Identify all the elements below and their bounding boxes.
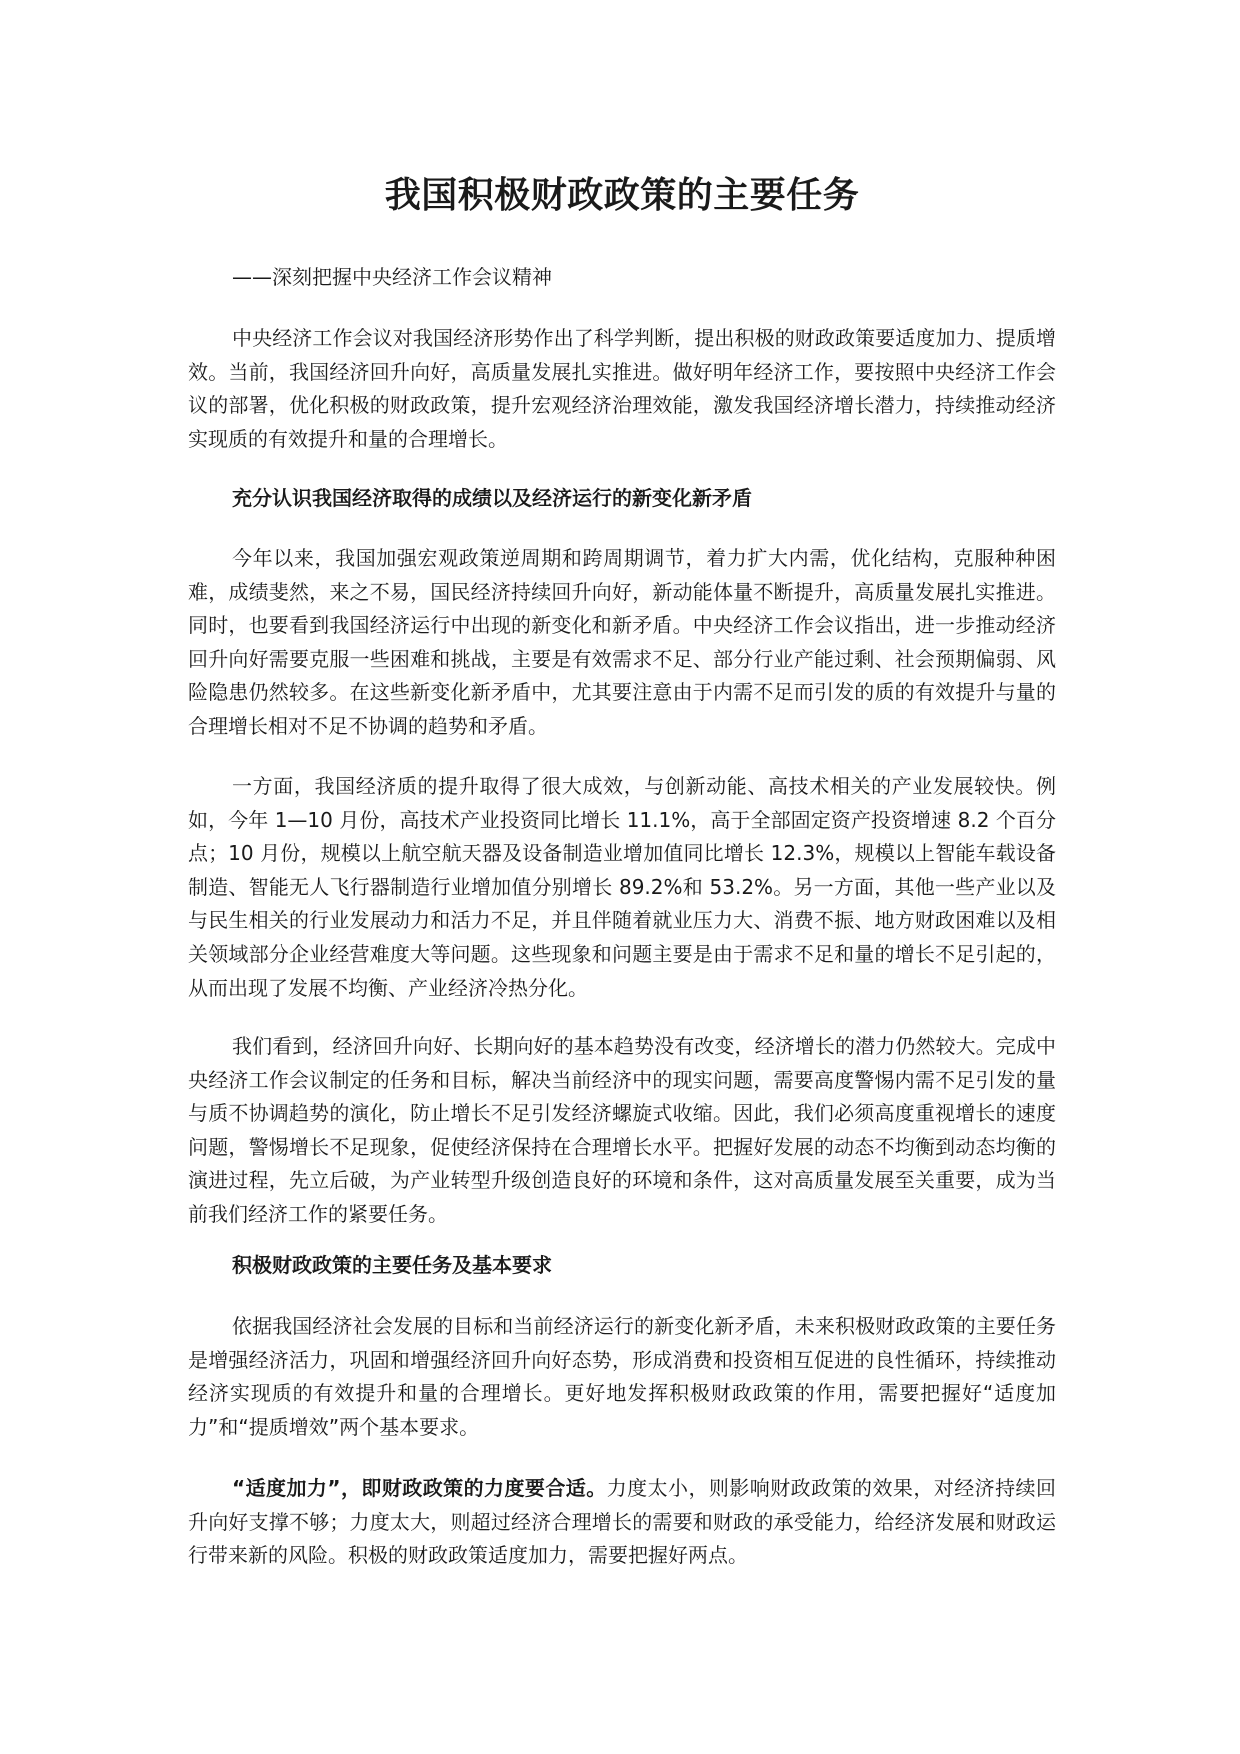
section-heading-main-tasks: 积极财政政策的主要任务及基本要求: [232, 1253, 552, 1277]
paragraph-growth-potential: 我们看到，经济回升向好、长期向好的基本趋势没有改变，经济增长的潜力仍然较大。完成中央经济工作会议制定的任务和目标，解决当前经济中的现实问题，需要高度警惕内需不足引发的量与质不协调趋势的演化，防止增长不足引发经济螺旋式收缩。因此，我们必须高度重视增长的速度问题，警惕增长不足现象，促使经济保持在合理增长水平。把握好发展的动态不均衡到动态均衡的演进过程，先立后破，为产业转型升级创造良好的环境和条件，这对高质量发展至关重要，成为当前我们经济工作的紧要任务。: [188, 1034, 1056, 1226]
paragraph-new-changes: 今年以来，我国加强宏观政策逆周期和跨周期调节，着力扩大内需，优化结构，克服种种困难，成绩斐然，来之不易，国民经济持续回升向好，新动能体量不断提升，高质量发展扎实推进。同时，也要看到我国经济运行中出现的新变化和新矛盾。中央经济工作会议指出，进一步推动经济回升向好需要克服一些困难和挑战，主要是有效需求不足、部分行业产能过剩、社会预期偏弱、风险隐患仍然较多。在这些新变化新矛盾中，尤其要注意由于内需不足而引发的质的有效提升与量的合理增长相对不足不协调的趋势和矛盾。: [188, 546, 1056, 738]
paragraph-main-tasks: 依据我国经济社会发展的目标和当前经济运行的新变化新矛盾，未来积极财政政策的主要任务是增强经济活力，巩固和增强经济回升向好态势，形成消费和投资相互促进的良性循环，持续推动经济实现质的有效提升和量的合理增长。更好地发挥积极财政政策的作用，需要把握好“适度加力”和“提质增效”两个基本要求。: [188, 1314, 1056, 1439]
document-subtitle: ——深刻把握中央经济工作会议精神: [232, 265, 552, 289]
paragraph-intro: 中央经济工作会议对我国经济形势作出了科学判断，提出积极的财政政策要适度加力、提质增效。当前，我国经济回升向好，高质量发展扎实推进。做好明年经济工作，要按照中央经济工作会议的部署，优化积极的财政政策，提升宏观经济治理效能，激发我国经济增长潜力，持续推动经济实现质的有效提升和量的合理增长。: [188, 326, 1056, 451]
section-heading-achievements: 充分认识我国经济取得的成绩以及经济运行的新变化新矛盾: [232, 486, 752, 510]
paragraph-quality-growth: 一方面，我国经济质的提升取得了很大成效，与创新动能、高技术相关的产业发展较快。例如，今年 1—10 月份，高技术产业投资同比增长 11.1%，高于全部固定资产投资增速 8.2 个百分点；10 月份，规模以上航空航天器及设备制造业增加值同比增长 12.3%，规模以上智能车载设备制造、智能无人飞行器制造行业增加值分别增长 89.2%和 53.2%。另一方面，其他一些产业以及与民生相关的行业发展动力和活力不足，并且伴随着就业压力大、消费不振、地方财政困难以及相关领域部分企业经营难度大等问题。这些现象和问题主要是由于需求不足和量的增长不足引起的，从而出现了发展不均衡、产业经济冷热分化。: [188, 774, 1056, 1000]
document-title: 我国积极财政政策的主要任务: [384, 175, 860, 216]
paragraph-body-text: 力度太小，则影响财政政策的效果，对经济持续回升向好支撑不够；力度太大，则超过经济合理增长的需要和财政的承受能力，给经济发展和财政运行带来新的风险。积极的财政政策适度加力，需要把握好两点。: [188, 1476, 1056, 1568]
paragraph-lead-phrase: “适度加力”，即财政政策的力度要合适。: [232, 1476, 607, 1500]
paragraph-moderate-intensity: [188, 1472, 1056, 1573]
